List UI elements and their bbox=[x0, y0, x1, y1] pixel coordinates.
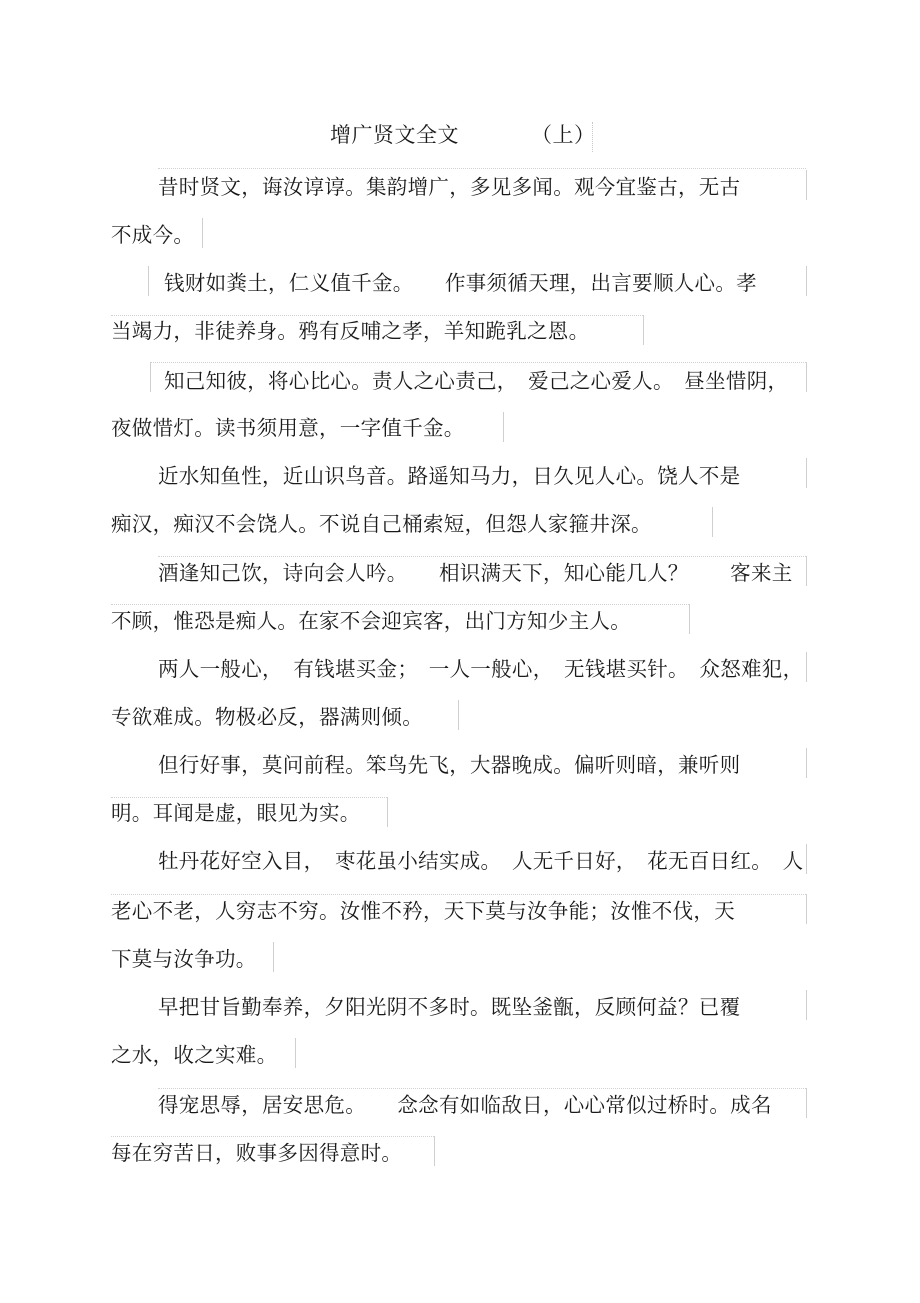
frame-mark bbox=[689, 604, 690, 634]
text-line: 专欲难成。物极必反，器满则倾。 bbox=[111, 705, 423, 729]
frame-mark bbox=[806, 170, 807, 200]
frame-mark bbox=[458, 700, 459, 730]
frame-mark bbox=[202, 218, 203, 248]
text-line: 每在穷苦日，败事多因得意时。 bbox=[111, 1141, 403, 1165]
text-line: 近水知鱼性，近山识鸟音。路遥知马力，日久见人心。饶人不是 bbox=[158, 464, 741, 488]
text-line: 早把甘旨勤奉养，夕阳光阴不多时。既坠釜甑，反顾何益？已覆 bbox=[158, 995, 741, 1019]
text-line: 当竭力，非徒养身。鸦有反哺之孝，羊知跪乳之恩。 bbox=[111, 319, 590, 343]
frame-mark bbox=[712, 507, 713, 537]
frame-mark bbox=[806, 844, 807, 874]
text-line: 牡丹花好空入目， 枣花虽小结实成。 人无千日好， 花无百日红。 人 bbox=[158, 849, 804, 873]
title-suffix: （上） bbox=[531, 123, 596, 147]
text-line: 老心不老，人穷志不穷。汝惟不矜，天下莫与汝争能；汝惟不伐，天 bbox=[111, 899, 735, 923]
title-text: 增广贤文全文 bbox=[330, 123, 459, 147]
frame-mark bbox=[806, 1088, 807, 1118]
frame-mark bbox=[806, 894, 807, 924]
text-line: 不成今。 bbox=[111, 223, 195, 247]
text-line: 之水，收之实难。 bbox=[111, 1043, 278, 1067]
text-line: 知己知彼，将心比心。责人之心责己， 爱己之心爱人。 昼坐惜阴， bbox=[164, 369, 789, 393]
frame-mark bbox=[158, 168, 806, 169]
frame-mark bbox=[503, 412, 504, 442]
document-title bbox=[330, 118, 596, 152]
frame-mark bbox=[434, 1136, 435, 1166]
text-line: 得宠思辱，居安思危。 念念有如临敌日，心心常似过桥时。成名 bbox=[158, 1093, 772, 1117]
frame-mark bbox=[806, 556, 807, 586]
frame-mark bbox=[806, 458, 807, 488]
text-line: 昔时贤文，诲汝谆谆。集韵增广，多见多闻。观今宜鉴古，无古 bbox=[158, 175, 741, 199]
frame-mark bbox=[806, 652, 807, 682]
text-line: 酒逢知己饮，诗向会人吟。 相识满天下，知心能几人？ 客来主 bbox=[158, 561, 793, 585]
frame-mark bbox=[806, 266, 807, 296]
frame-mark bbox=[387, 797, 388, 827]
frame-mark bbox=[150, 362, 151, 392]
text-line: 不顾，惟恐是痴人。在家不会迎宾客，出门方知少主人。 bbox=[111, 609, 631, 633]
frame-mark bbox=[643, 315, 644, 345]
text-line: 夜做惜灯。读书须用意，一字值千金。 bbox=[111, 416, 465, 440]
frame-mark bbox=[148, 266, 149, 296]
text-line: 但行好事，莫问前程。笨鸟先飞，大器晚成。偏听则暗，兼听则 bbox=[158, 753, 741, 777]
frame-mark bbox=[806, 990, 807, 1020]
frame-mark bbox=[150, 362, 806, 363]
text-line: 两人一般心， 有钱堪买金； 一人一般心， 无钱堪买针。 众怒难犯， bbox=[158, 657, 804, 681]
title-frame-mark bbox=[592, 122, 594, 152]
text-line: 痴汉，痴汉不会饶人。不说自己桶索短，但怨人家箍井深。 bbox=[111, 512, 652, 536]
frame-mark bbox=[273, 942, 274, 972]
frame-mark bbox=[806, 362, 807, 392]
frame-mark bbox=[806, 748, 807, 778]
text-line: 钱财如粪土，仁义值千金。 作事须循天理，出言要顺人心。孝 bbox=[164, 271, 757, 295]
frame-mark bbox=[295, 1038, 296, 1068]
text-line: 下莫与汝争功。 bbox=[111, 947, 257, 971]
text-line: 明。耳闻是虚，眼见为实。 bbox=[111, 801, 361, 825]
